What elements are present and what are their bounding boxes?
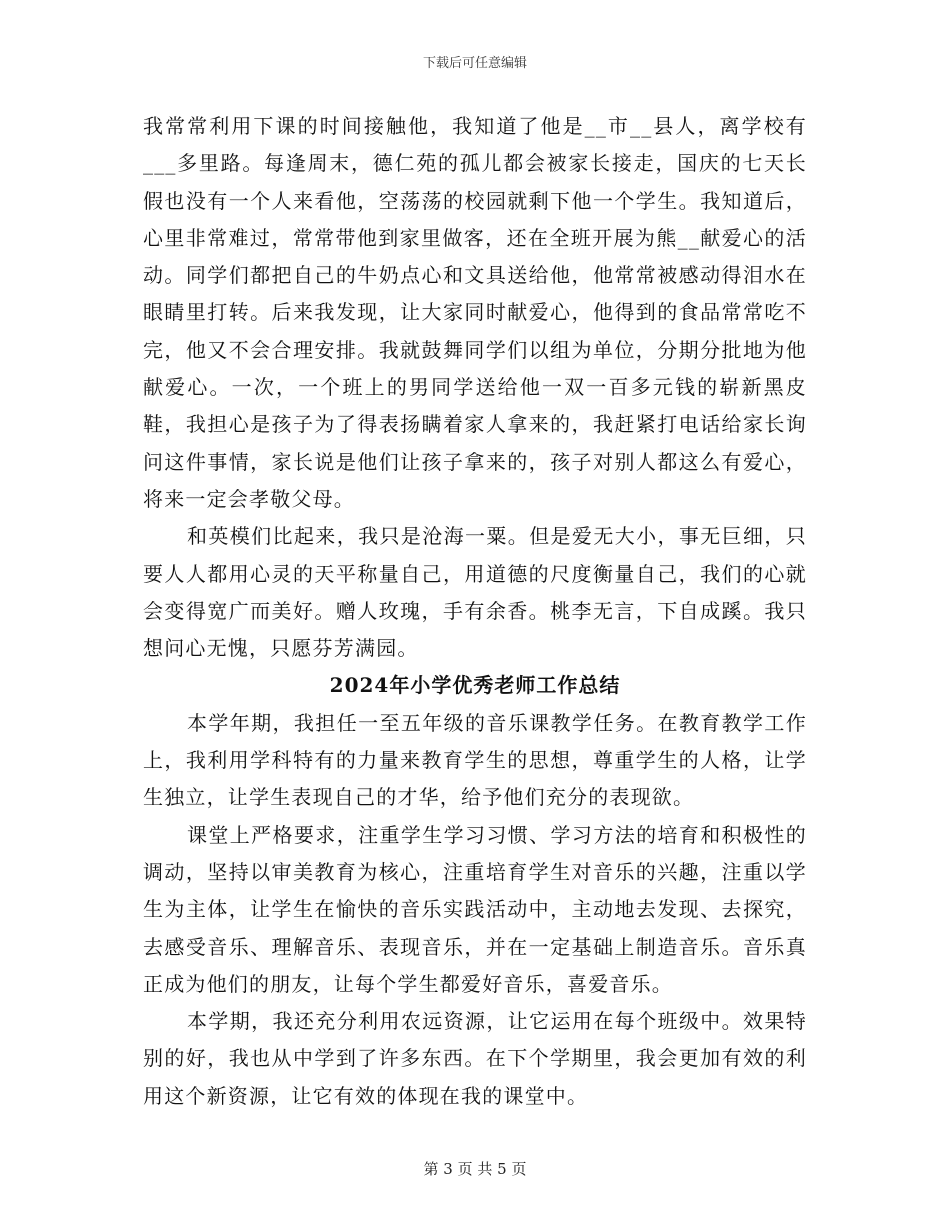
body-paragraph: 课堂上严格要求，注重学生学习习惯、学习方法的培育和积极性的调动，坚持以审美教育为核心，注重培育学生对音乐的兴趣，注重以学生为主体，让学生在愉快的音乐实践活动中，主动地去发现、去探究，去感受音乐、理解音乐、表现音乐，并在一定基础上制造音乐。音乐真正成为他们的朋友，让每个学生都爱好音乐，喜爱音乐。 bbox=[143, 822, 807, 996]
page-header-note: 下载后可任意编辑 bbox=[422, 56, 527, 71]
body-paragraph: 本学期，我还充分利用农远资源，让它运用在每个班级中。效果特别的好，我也从中学到了许多东西。在下个学期里，我会更加有效的利用这个新资源，让它有效的体现在我的课堂中。 bbox=[143, 1009, 807, 1108]
document-body bbox=[143, 108, 807, 1115]
body-paragraph: 和英模们比起来，我只是沧海一粟。但是爱无大小，事无巨细，只要人人都用心灵的天平称量自己，用道德的尺度衡量自己，我们的心就会变得宽广而美好。赠人玫瑰，手有余香。桃李无言，下自成蹊。我只想问心无愧，只愿芬芳满园。 bbox=[143, 524, 807, 661]
body-paragraph: 本学年期，我担任一至五年级的音乐课教学任务。在教育教学工作上，我利用学科特有的力量来教育学生的思想，尊重学生的人格，让学生独立，让学生表现自己的才华，给予他们充分的表现欲。 bbox=[143, 710, 807, 810]
section-title: 2024年小学优秀老师工作总结 bbox=[329, 673, 621, 698]
body-paragraph: 我常常利用下课的时间接触他，我知道了他是__市__县人，离学校有___多里路。每逢周末，德仁苑的孤儿都会被家长接走，国庆的七天长假也没有一个人来看他，空荡荡的校园就剩下他一个学生。我知道后，心里非常难过，常常带他到家里做客，还在全班开展为熊__献爱心的活动。同学们都把自己的牛奶点心和文具送给他，他常常被感动得泪水在眼睛里打转。后来我发现，让大家同时献爱心，他得到的食品常常吃不完，他又不会合理安排。我就鼓舞同学们以组为单位，分期分批地为他献爱心。一次，一个班上的男同学送给他一双一百多元钱的崭新黑皮鞋，我担心是孩子为了得表扬瞒着家人拿来的，我赶紧打电话给家长询问这件事情，家长说是他们让孩子拿来的，孩子对别人都这么有爱心，将来一定会孝敬父母。 bbox=[143, 114, 807, 511]
page-footer-number: 第 3 页 共 5 页 bbox=[423, 1160, 527, 1178]
